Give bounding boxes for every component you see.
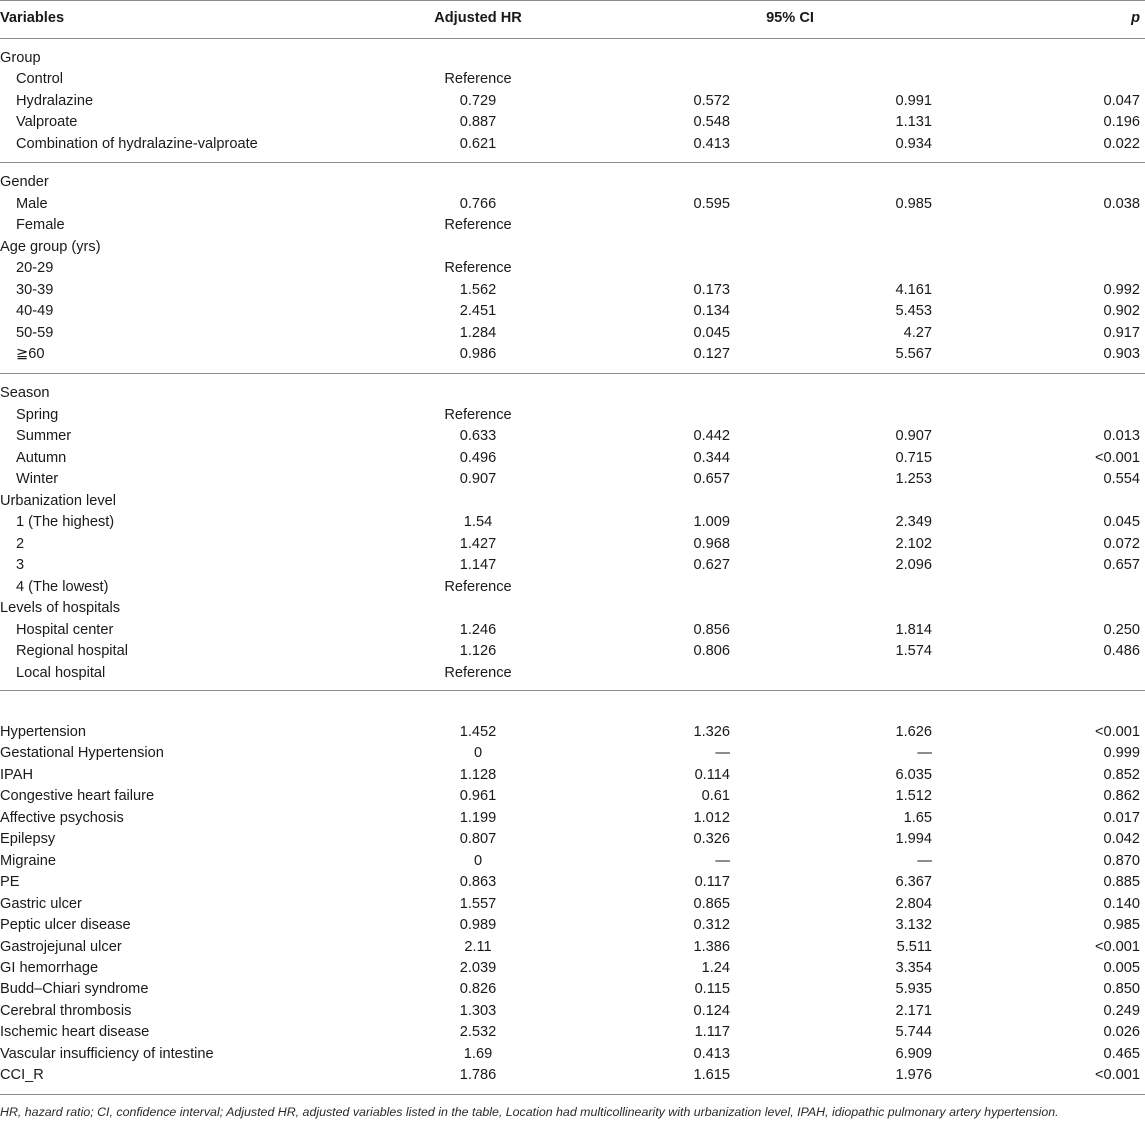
row-ci-lower: 0.627 [693,557,730,573]
row-adjusted-hr: 1.786 [459,1067,497,1084]
section-rule-2 [0,373,1145,374]
row-label: Urbanization level [0,492,117,509]
row-ci-upper: 0.934 [895,135,932,152]
row-ci-lower: 0.344 [693,449,730,466]
row-adjusted-hr: 1.147 [459,557,497,573]
row-p-value: 0.047 [1103,92,1140,109]
row-p-value: 0.903 [1103,346,1140,362]
row-ci-upper: 1.512 [895,788,932,805]
row-label: Winter [16,471,59,487]
row-adjusted-hr: 0.989 [459,917,497,934]
row-label: Hydralazine [16,92,94,109]
row-label: Vascular insufficiency of intestine [0,1045,214,1062]
row-ci-upper: 1.994 [895,831,932,848]
row-ci-lower: 1.386 [693,938,730,955]
row-ci-upper: 5.453 [895,303,932,319]
row-ci-lower: 1.615 [693,1067,730,1084]
row-label: Cerebral thrombosis [0,1002,132,1019]
row-ci-upper: — [917,745,932,762]
row-label: Age group (yrs) [0,238,101,255]
row-ci-upper: 1.131 [895,114,932,131]
table-row [0,69,1145,90]
row-p-value: 0.042 [1103,831,1140,848]
row-ci-lower: 0.114 [694,766,730,783]
row-ci-lower: 0.572 [693,92,730,109]
table-row [0,448,1145,469]
row-adjusted-hr: Reference [444,664,512,681]
row-ci-upper: 1.253 [895,471,932,487]
row-ci-upper: 2.349 [895,514,932,530]
row-p-value: 0.072 [1103,535,1140,552]
row-ci-upper: 6.909 [895,1045,932,1062]
table-row [0,894,1145,915]
row-ci-upper: 1.626 [895,724,932,740]
row-label: IPAH [0,766,33,783]
row-ci-upper: 2.096 [895,557,932,573]
table-row [0,851,1145,872]
row-label: Control [16,71,64,88]
row-label: Season [0,385,50,401]
row-adjusted-hr: 2.532 [459,1024,497,1041]
row-adjusted-hr: 2.11 [464,938,492,955]
row-label: Female [16,217,65,233]
row-ci-lower: 0.045 [693,324,730,341]
row-label: Levels of hospitals [0,600,121,616]
row-label: 2 [16,535,25,552]
row-ci-upper: 5.511 [896,938,932,955]
row-ci-lower: — [715,852,730,869]
row-p-value: <0.001 [1094,449,1140,466]
row-adjusted-hr: 0.961 [459,788,497,805]
row-label: Local hospital [16,664,106,681]
row-ci-upper: 5.935 [895,981,932,998]
row-ci-upper: 2.171 [895,1002,932,1019]
row-adjusted-hr: 1.562 [459,281,497,298]
row-label: 1 (The highest) [16,514,115,530]
row-ci-upper: — [917,852,932,869]
table-row [0,577,1145,598]
row-p-value: 0.013 [1103,428,1140,444]
table-row [0,112,1145,133]
row-adjusted-hr: 0.863 [459,874,497,891]
row-ci-upper: 1.976 [895,1067,932,1084]
row-label: GI hemorrhage [0,959,99,976]
row-label: Budd–Chiari syndrome [0,981,149,998]
row-label: Hypertension [0,724,86,740]
row-ci-lower: 1.117 [694,1024,730,1041]
table-row [0,426,1145,447]
row-label: Gastric ulcer [0,895,82,912]
row-ci-lower: 0.326 [693,831,730,848]
row-p-value: 0.249 [1103,1002,1140,1019]
row-p-value: 0.870 [1103,852,1140,869]
table-row [0,383,1145,404]
row-ci-lower: 0.61 [701,788,730,805]
row-ci-upper: 1.814 [895,621,932,638]
table-row [0,663,1145,684]
table-row [0,301,1145,322]
table-row [0,344,1145,365]
table-row [0,958,1145,979]
row-label: Spring [16,406,59,423]
table-row [0,1065,1145,1086]
row-label: Regional hospital [16,643,128,659]
header-rule [0,38,1145,39]
row-adjusted-hr: 1.54 [463,514,493,530]
row-label: Congestive heart failure [0,788,155,805]
row-ci-lower: 0.657 [693,471,730,487]
table-row [0,937,1145,958]
row-ci-lower: 0.124 [693,1002,730,1019]
row-p-value: 0.196 [1103,114,1140,131]
row-p-value: 0.005 [1103,959,1140,976]
row-adjusted-hr: 0.496 [459,449,497,466]
row-adjusted-hr: 0 [473,745,483,762]
table-row [0,786,1145,807]
row-adjusted-hr: 0.986 [459,346,497,362]
row-ci-upper: 3.354 [895,959,932,976]
row-ci-upper: 4.161 [895,281,932,298]
table-row [0,620,1145,641]
table-row [0,829,1145,850]
row-adjusted-hr: Reference [444,260,512,276]
row-ci-lower: — [715,745,730,762]
row-adjusted-hr: 0.907 [459,471,497,487]
row-adjusted-hr: 0.633 [459,428,497,444]
row-p-value: 0.017 [1103,809,1140,826]
table-row [0,808,1145,829]
row-ci-lower: 0.806 [693,643,730,659]
row-p-value: 0.999 [1103,745,1140,762]
table-row [0,258,1145,279]
row-p-value: 0.022 [1103,135,1140,152]
row-adjusted-hr: 1.303 [459,1002,497,1019]
row-label: Gestational Hypertension [0,745,164,762]
table-row [0,915,1145,936]
row-adjusted-hr: 0.729 [459,92,497,109]
row-ci-upper: 1.65 [903,809,932,826]
table-row [0,237,1145,258]
row-ci-lower: 0.968 [693,535,730,552]
row-ci-lower: 0.413 [693,1045,730,1062]
row-ci-upper: 4.27 [903,324,932,341]
row-ci-upper: 3.132 [895,917,932,934]
row-label: PE [0,874,20,891]
row-ci-lower: 0.127 [693,346,730,362]
row-adjusted-hr: 0.766 [459,195,497,212]
row-p-value: 0.554 [1103,471,1140,487]
row-ci-lower: 0.413 [693,135,730,152]
table-row [0,872,1145,893]
row-p-value: 0.992 [1103,281,1140,298]
row-adjusted-hr: 1.69 [463,1045,493,1062]
row-label: Peptic ulcer disease [0,917,131,934]
row-ci-upper: 0.715 [895,449,932,466]
row-ci-upper: 6.367 [895,874,932,891]
table-row [0,194,1145,215]
row-adjusted-hr: 1.199 [459,809,497,826]
row-p-value: 0.045 [1103,514,1140,530]
row-label: 3 [16,557,25,573]
table-row [0,469,1145,490]
row-ci-lower: 0.548 [693,114,730,131]
row-adjusted-hr: 1.126 [459,643,497,659]
row-p-value: 0.850 [1103,981,1140,998]
row-adjusted-hr: Reference [444,217,512,233]
table-row [0,405,1145,426]
row-label: Valproate [16,114,78,131]
row-ci-upper: 2.804 [895,895,932,912]
row-adjusted-hr: 0.887 [459,114,497,131]
row-p-value: 0.026 [1103,1024,1140,1041]
row-p-value: 0.885 [1103,874,1140,891]
row-label: Epilepsy [0,831,56,848]
table-row [0,280,1145,301]
row-p-value: 0.917 [1103,324,1140,341]
row-p-value: 0.657 [1103,557,1140,573]
row-label: ≧60 [16,346,45,362]
table-row [0,91,1145,112]
row-ci-lower: 0.134 [693,303,730,319]
table-row [0,1001,1145,1022]
row-label: 20-29 [16,260,54,276]
bottom-rule [0,1094,1145,1095]
row-ci-upper: 0.907 [895,428,932,444]
table-row [0,598,1145,619]
table-row [0,1044,1145,1065]
table-row [0,491,1145,512]
row-ci-lower: 0.312 [693,917,730,934]
row-p-value: <0.001 [1094,1067,1140,1084]
row-ci-upper: 0.991 [895,92,932,109]
row-p-value: <0.001 [1094,938,1140,955]
table-row [0,765,1145,786]
header-adjusted-hr: Adjusted HR [434,10,522,26]
row-label: Male [16,195,48,212]
row-label: Hospital center [16,621,114,638]
table-row [0,134,1145,155]
row-adjusted-hr: 1.452 [459,724,497,740]
row-ci-lower: 0.595 [693,195,730,212]
row-ci-lower: 0.856 [693,621,730,638]
row-label: Gastrojejunal ulcer [0,938,122,955]
row-ci-lower: 1.009 [693,514,730,530]
row-label: Summer [16,428,72,444]
row-adjusted-hr: Reference [444,578,512,595]
row-label: Combination of hydralazine-valproate [16,135,258,152]
row-adjusted-hr: 2.039 [459,959,497,976]
header-variables: Variables [0,10,65,26]
row-adjusted-hr: 1.128 [459,766,497,783]
top-rule [0,0,1145,1]
table-row [0,323,1145,344]
row-p-value: 0.140 [1103,895,1140,912]
row-adjusted-hr: 1.246 [459,621,497,638]
row-p-value: 0.862 [1103,788,1140,805]
row-ci-upper: 1.574 [895,643,932,659]
table-row [0,512,1145,533]
row-label: Autumn [16,449,67,466]
row-adjusted-hr: 0.621 [459,135,497,152]
row-p-value: 0.486 [1103,643,1140,659]
table-row [0,555,1145,576]
row-ci-upper: 2.102 [895,535,932,552]
row-adjusted-hr: 0 [473,852,483,869]
section-rule-3 [0,690,1145,691]
row-adjusted-hr: 1.284 [459,324,497,341]
header-p: p [1131,10,1140,26]
row-adjusted-hr: Reference [444,406,512,423]
row-ci-lower: 0.442 [693,428,730,444]
table-row [0,534,1145,555]
row-ci-lower: 1.24 [701,959,730,976]
row-adjusted-hr: 0.826 [459,981,497,998]
table-footnote: HR, hazard ratio; CI, confidence interval; Adjusted HR, adjusted variables listed in the table, Location had multicollinearity with urbanization level, IPAH, idiopathic pulmonary artery hypertension. [0,1105,1059,1119]
row-ci-lower: 0.115 [694,981,730,998]
row-adjusted-hr: 0.807 [459,831,497,848]
row-p-value: <0.001 [1094,724,1140,740]
row-p-value: 0.852 [1103,766,1140,783]
row-label: 30-39 [16,281,54,298]
row-ci-lower: 0.173 [693,281,730,298]
row-adjusted-hr: 2.451 [459,303,497,319]
row-label: Ischemic heart disease [0,1024,150,1041]
row-adjusted-hr: 1.427 [459,535,497,552]
row-label: 50-59 [16,324,54,341]
row-ci-lower: 0.117 [694,874,730,891]
table-row [0,215,1145,236]
header-row [0,8,1145,29]
table-row [0,979,1145,1000]
section-rule-1 [0,162,1145,163]
row-p-value: 0.038 [1103,195,1140,212]
header-ci: 95% CI [766,10,814,26]
table-row [0,48,1145,69]
row-ci-lower: 1.326 [693,724,730,740]
row-ci-lower: 0.865 [693,895,730,912]
row-ci-upper: 5.744 [895,1024,932,1041]
row-label: Group [0,50,41,66]
row-p-value: 0.465 [1103,1045,1140,1062]
table-row [0,1022,1145,1043]
table-row [0,743,1145,764]
row-p-value: 0.250 [1103,621,1140,638]
row-ci-upper: 6.035 [895,766,932,783]
row-ci-upper: 0.985 [895,195,932,212]
row-p-value: 0.902 [1103,303,1140,319]
row-label: Affective psychosis [0,809,124,826]
table-row [0,722,1145,743]
row-label: Gender [0,174,49,190]
row-adjusted-hr: 1.557 [459,895,497,912]
row-label: 40-49 [16,303,54,319]
row-label: CCI_R [0,1067,44,1084]
row-ci-upper: 5.567 [895,346,932,362]
row-adjusted-hr: Reference [444,71,512,88]
row-p-value: 0.985 [1103,917,1140,934]
row-label: Migraine [0,852,56,869]
row-label: 4 (The lowest) [16,578,109,595]
row-ci-lower: 1.012 [693,809,730,826]
table-row [0,172,1145,193]
table-row [0,641,1145,662]
